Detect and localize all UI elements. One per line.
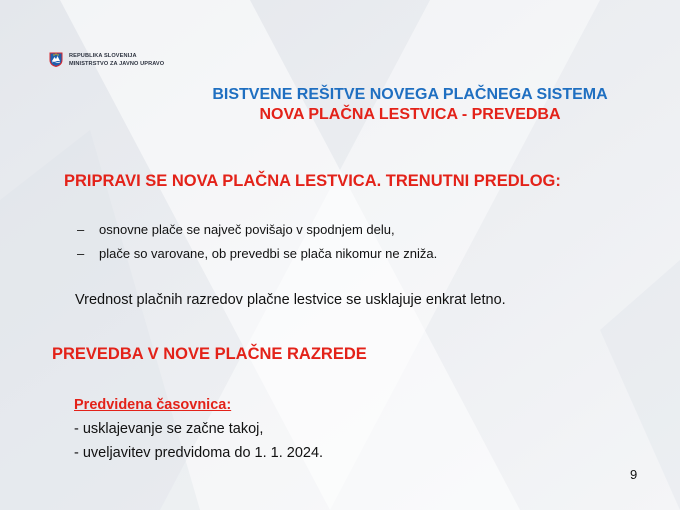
- slide-subtitle: NOVA PLAČNA LESTVICA - PREVEDBA: [259, 106, 561, 123]
- timeline-item: - usklajevanje se začne takoj,: [74, 421, 264, 437]
- timeline-item: - uveljavitev predvidoma do 1. 1. 2024.: [74, 445, 324, 461]
- bullet-text: plače so varovane, ob prevedbi se plača nikomur ne zniža.: [99, 246, 438, 261]
- logo-line-1: REPUBLIKA SLOVENIJA: [69, 53, 137, 59]
- bullet-dash: –: [77, 246, 85, 261]
- page-number: 9: [630, 467, 638, 482]
- bullet-item: [77, 222, 395, 237]
- slide-title: BISTVENE REŠITVE NOVEGA PLAČNEGA SISTEMA: [212, 86, 608, 103]
- slovenia-coat-of-arms-icon: [49, 52, 63, 67]
- bullet-dash: –: [77, 222, 85, 237]
- paragraph-scale-value: Vrednost plačnih razredov plačne lestvice se usklajuje enkrat letno.: [75, 292, 506, 308]
- section-heading-scale: PRIPRAVI SE NOVA PLAČNA LESTVICA. TRENUTNI PREDLOG:: [64, 172, 561, 190]
- section-heading-conversion: PREVEDBA V NOVE PLAČNE RAZREDE: [52, 345, 367, 363]
- bullet-item: [77, 246, 437, 261]
- timeline-heading: Predvidena časovnica:: [74, 397, 232, 413]
- ministry-logo: [49, 52, 164, 68]
- bullet-text: osnovne plače se največ povišajo v spodnjem delu,: [99, 222, 395, 237]
- logo-line-2: MINISTRSTVO ZA JAVNO UPRAVO: [69, 61, 165, 67]
